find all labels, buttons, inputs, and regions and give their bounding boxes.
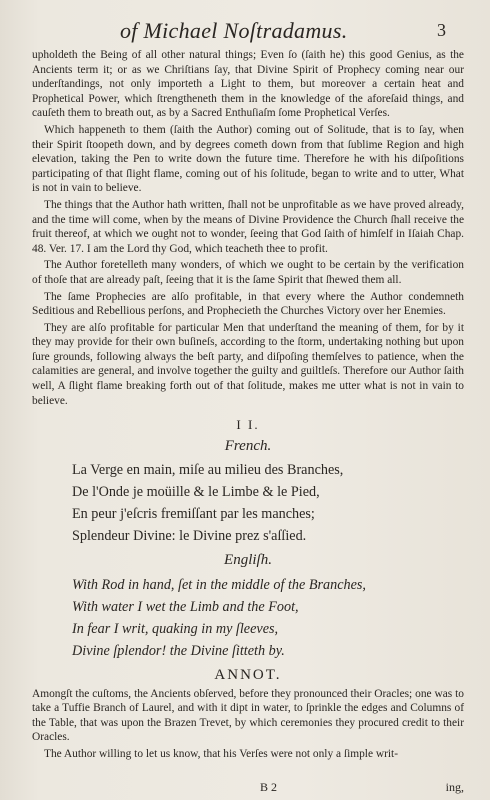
verse-line: Divine ſplendor! the Divine ſitteth by.: [72, 643, 285, 660]
paragraph: The Author foretelleth many wonders, of which we ought to be certain by the verification of thoſe that are already paſt, ſeeing that it is the ſame Spirit that ſhewed them all.: [32, 259, 464, 286]
paragraph: Which happeneth to them (ſaith the Author) coming out of Solitude, that is to ſay, when their Spirit ſtoopeth down, and by degrees cometh down from that ſublime Region and high elevation, taking the Pen to write down the future time. Therefore he with his diſpoſitions participating of that ſlight flame, coming out of his ſolitude, began to write and to utter, What is not in vain to believe.: [32, 123, 464, 195]
annotation-heading: ANNOT.: [214, 667, 282, 684]
page-body: [32, 48, 464, 764]
page-number: 3: [437, 20, 446, 40]
english-label: Engliſh.: [224, 552, 272, 569]
annotation-paragraph: Amongſt the cuſtoms, the Ancients obſerved, before they pronounced their Oracles; one was to take a Tuffie Branch of Laurel, and with it dipt in water, to ſprinkle the edges and Columns of the Table, that was upon the Brazen Trevet, by which ceremonies they procured credit to their Oracles.: [32, 687, 464, 744]
annotation-paragraph: The Author willing to let us know, that his Verſes were not only a ſimple writ-: [44, 748, 399, 760]
page-header: [0, 14, 490, 44]
section-number: I I.: [236, 417, 260, 433]
verse-line: Splendeur Divine: le Divine prez s'aſſied.: [72, 528, 307, 545]
verse-line: With Rod in hand, ſet in the middle of the Branches,: [72, 577, 366, 594]
english-verse: [72, 574, 464, 662]
catchword: ing,: [445, 780, 464, 794]
verse-line: La Verge en main, miſe au milieu des Branches,: [72, 462, 344, 479]
running-head: of Michael Noſtradamus.: [120, 18, 348, 43]
verse-line: With water I wet the Limb and the Foot,: [72, 599, 299, 616]
verse-line: En peur j'eſcris fremiſſant par les manches;: [72, 506, 315, 523]
signature-mark: B 2: [260, 780, 278, 794]
paragraph: upholdeth the Being of all other natural things; Even ſo (ſaith he) this good Genius, as the Ancients term it; or as we Chriſtians ſay, that Divine Spirit of Prophecy coming near our underſtandings, not only importeth a Light to them, but moreover a certain heat and Prophetical Power, which ſtrengtheneth them in the knowledge of the aforeſaid things, and cauſeth them to breath out, as by a Sacred Enthuſiaſm ſome Prophetical Verſes.: [32, 49, 464, 120]
paragraph: The ſame Prophecies are alſo profitable, in that every where the Author condemneth Seditious and Rebellious perſons, and Prophecieth the Churches Victory over her Enemies.: [32, 290, 464, 318]
paragraph: They are alſo profitable for particular Men that underſtand the meaning of them, for by it they may provide for their own buſineſs, according to the ſtorm, undertaking nothing but upon ſure grounds, following always the beſt party, and diſpoſing themſelves to patience, when the calamities are general, and involve together the guilty and guiltleſs. Therefore our Author ſaith well, A ſlight flame breaking forth out of that ſolitude, makes me utter what is not in vain to believe.: [32, 321, 464, 407]
verse-line: De l'Onde je moüille & le Limbe & le Pied,: [72, 484, 320, 501]
paragraph: The things that the Author hath written, ſhall not be unprofitable as we have proved already, and the time will come, when by the means of Divine Providence the Church ſhall receive the fruit thereof, at which we ought not to wonder, ſeeing that God ſaith of himſelf in Iſaiah Chap. 48. Ver. 17. I am the Lord thy God, which teacheth thee to profit.: [32, 198, 464, 255]
french-verse: [72, 459, 464, 547]
french-label: French.: [224, 437, 272, 454]
verse-line: In fear I writ, quaking in my ſleeves,: [72, 621, 279, 638]
page-footer: [32, 780, 464, 796]
